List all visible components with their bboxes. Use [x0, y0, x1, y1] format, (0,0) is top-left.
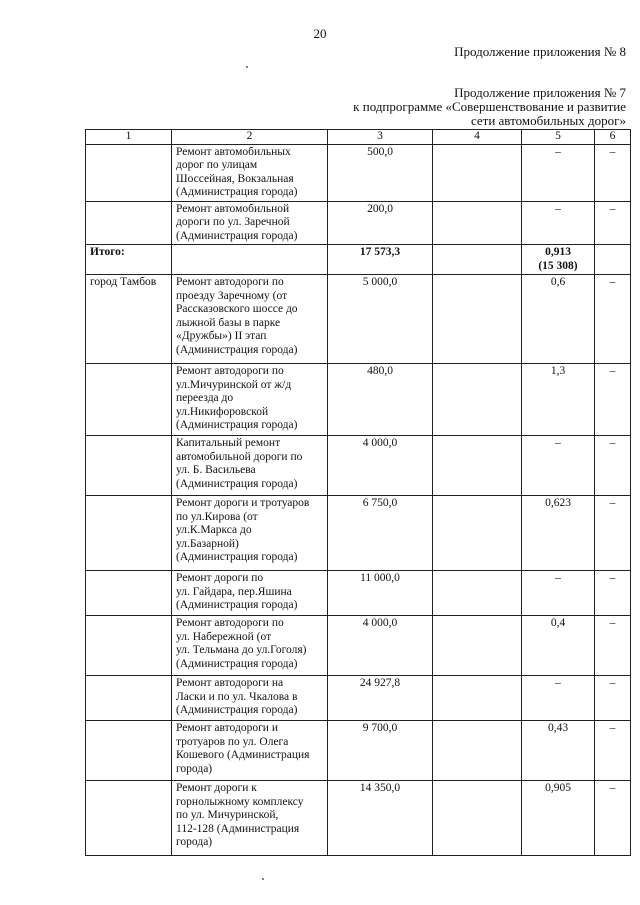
description-line: лыжной базы в парке — [176, 316, 281, 329]
description-line: горнолыжному комплексу — [176, 795, 304, 808]
table-row — [86, 496, 631, 571]
column-4-cell — [433, 616, 522, 676]
column-4-cell — [433, 245, 522, 275]
length-cell: 0,43 — [522, 721, 595, 781]
description-line: тротуаров по ул. Олега — [176, 735, 289, 748]
description-line: (Администрация города) — [176, 229, 298, 242]
length-line: (15 308) — [538, 259, 578, 272]
column-header: 3 — [328, 130, 433, 145]
description-line: Шоссейная, Вокзальная — [176, 172, 294, 185]
description-line: Ремонт автодороги по — [176, 365, 284, 377]
description-line: проезду Заречному (от — [176, 289, 288, 302]
table-row — [86, 571, 631, 616]
description-line: ул.Мичуринской от ж/д — [176, 378, 292, 391]
description-line: Ремонт автодороги по — [176, 617, 284, 629]
column-4-cell — [433, 721, 522, 781]
column-header: 2 — [172, 130, 328, 145]
description-line: (Администрация города) — [176, 657, 298, 670]
column-6-cell — [595, 245, 631, 275]
length-cell: – — [522, 436, 595, 496]
appendix-7-line: Продолжение приложения № 7 — [454, 85, 626, 100]
column-header: 6 — [595, 130, 631, 145]
amount-cell: 6 750,0 — [328, 496, 433, 571]
amount-cell: 17 573,3 — [328, 245, 433, 275]
table-row — [86, 364, 631, 436]
length-line: 0,913 — [545, 246, 571, 258]
description-line: Ремонт автодороги по — [176, 276, 284, 288]
description-line: (Администрация города) — [176, 704, 298, 716]
municipality-cell — [86, 496, 172, 571]
scan-speck — [262, 878, 264, 880]
page-number: 20 — [313, 26, 327, 41]
length-cell: 0,623 — [522, 496, 595, 571]
column-6-cell: – — [595, 676, 631, 721]
length-cell: – — [522, 144, 595, 201]
municipality-cell — [86, 571, 172, 616]
length-cell: – — [522, 571, 595, 616]
description-line: ул.К.Маркса до — [176, 524, 252, 536]
column-6-cell: – — [595, 275, 631, 364]
description-line: (Администрация города) — [176, 551, 298, 563]
municipality-cell — [86, 436, 172, 496]
table-row — [86, 275, 631, 364]
description-line: (Администрация города) — [176, 343, 298, 356]
column-4-cell — [433, 436, 522, 496]
description-line: ул. Тельмана до ул.Гоголя) — [176, 644, 307, 656]
description-line: города) — [176, 836, 213, 848]
description-line: Ласки и по ул. Чкалова в — [176, 690, 298, 703]
table-row — [86, 201, 631, 245]
description-line: Ремонт автодороги на — [176, 677, 284, 689]
description-line: Ремонт дороги к — [176, 782, 257, 794]
description-line: дороги по ул. Заречной — [176, 216, 290, 228]
length-cell: – — [522, 676, 595, 721]
municipality-cell — [86, 721, 172, 781]
amount-cell: 5 000,0 — [328, 275, 433, 364]
project-description-cell — [172, 571, 328, 616]
column-6-cell: – — [595, 781, 631, 856]
description-line: Ремонт автомобильных — [176, 145, 291, 158]
appendix-7-line: к подпрограмме «Совершенствование и развитие — [353, 99, 626, 114]
length-cell: – — [522, 201, 595, 245]
column-6-cell: – — [595, 496, 631, 571]
description-line: ул. Набережной (от — [176, 630, 272, 643]
length-cell — [522, 245, 595, 275]
amount-cell: 200,0 — [328, 201, 433, 245]
column-6-cell: – — [595, 144, 631, 201]
appendix-8-caption: Продолжение приложения № 8 — [454, 44, 626, 59]
description-line: Ремонт автодороги и — [176, 722, 278, 734]
amount-cell: 9 700,0 — [328, 721, 433, 781]
project-description-cell — [172, 201, 328, 245]
column-header: 1 — [86, 130, 172, 145]
description-line: Ремонт дороги и тротуаров — [176, 497, 310, 509]
length-cell: 0,4 — [522, 616, 595, 676]
project-description-cell — [172, 721, 328, 781]
roads-table — [85, 129, 631, 856]
appendix-7-caption — [353, 86, 626, 128]
municipality-cell — [86, 364, 172, 436]
project-description-cell — [172, 364, 328, 436]
length-cell: 0,905 — [522, 781, 595, 856]
municipality-cell — [86, 201, 172, 245]
description-line: ул. Гайдара, пер.Яшина — [176, 585, 292, 598]
description-line: по ул. Мичуринской, — [176, 809, 279, 821]
column-6-cell: – — [595, 571, 631, 616]
column-4-cell — [433, 201, 522, 245]
length-cell: 0,6 — [522, 275, 595, 364]
column-4-cell — [433, 676, 522, 721]
amount-cell: 4 000,0 — [328, 436, 433, 496]
municipality-cell: город Тамбов — [86, 275, 172, 364]
project-description-cell — [172, 275, 328, 364]
description-line: Капитальный ремонт — [176, 437, 281, 449]
amount-cell: 24 927,8 — [328, 676, 433, 721]
table-row — [86, 616, 631, 676]
column-4-cell — [433, 781, 522, 856]
municipality-cell: Итого: — [86, 245, 172, 275]
municipality-cell — [86, 676, 172, 721]
municipality-cell — [86, 616, 172, 676]
description-line: 112-128 (Администрация — [176, 822, 300, 835]
column-6-cell: – — [595, 616, 631, 676]
amount-cell: 11 000,0 — [328, 571, 433, 616]
description-line: переезда до — [176, 392, 234, 404]
column-header: 4 — [433, 130, 522, 145]
appendix-7-line: сети автомобильных дорог» — [470, 113, 626, 128]
column-4-cell — [433, 144, 522, 201]
table-row — [86, 245, 631, 275]
column-4-cell — [433, 496, 522, 571]
column-6-cell: – — [595, 364, 631, 436]
description-line: Рассказовского шоссе до — [176, 303, 298, 315]
description-line: города) — [176, 762, 213, 775]
description-line: (Администрация города) — [176, 186, 298, 198]
description-line: Кошевого (Администрация — [176, 749, 310, 761]
description-line: ул.Никифоровской — [176, 405, 269, 418]
project-description-cell — [172, 144, 328, 201]
project-description-cell — [172, 245, 328, 275]
column-4-cell — [433, 571, 522, 616]
scan-speck — [246, 66, 248, 68]
table-row — [86, 436, 631, 496]
amount-cell: 14 350,0 — [328, 781, 433, 856]
amount-cell: 500,0 — [328, 144, 433, 201]
description-line: Ремонт дороги по — [176, 572, 264, 584]
table-row — [86, 144, 631, 201]
amount-cell: 480,0 — [328, 364, 433, 436]
table-row — [86, 781, 631, 856]
column-4-cell — [433, 364, 522, 436]
municipality-cell — [86, 781, 172, 856]
description-line: по ул.Кирова (от — [176, 510, 258, 523]
project-description-cell — [172, 436, 328, 496]
column-6-cell: – — [595, 436, 631, 496]
description-line: ул. Б. Васильева — [176, 464, 256, 476]
column-header: 5 — [522, 130, 595, 145]
length-cell: 1,3 — [522, 364, 595, 436]
municipality-cell — [86, 144, 172, 201]
description-line: ул.Базарной) — [176, 537, 239, 550]
table-row — [86, 676, 631, 721]
project-description-cell — [172, 496, 328, 571]
project-description-cell — [172, 616, 328, 676]
table-header-row — [86, 130, 631, 145]
table-body — [86, 144, 631, 856]
table-row — [86, 721, 631, 781]
column-6-cell: – — [595, 721, 631, 781]
description-line: автомобильной дороги по — [176, 450, 303, 463]
description-line: (Администрация города) — [176, 599, 298, 611]
description-line: Ремонт автомобильной — [176, 202, 290, 215]
description-line: «Дружбы») II этап — [176, 330, 267, 342]
description-line: (Администрация города) — [176, 477, 298, 490]
column-6-cell: – — [595, 201, 631, 245]
project-description-cell — [172, 781, 328, 856]
project-description-cell — [172, 676, 328, 721]
description-line: дорог по улицам — [176, 159, 258, 171]
amount-cell: 4 000,0 — [328, 616, 433, 676]
column-4-cell — [433, 275, 522, 364]
description-line: (Администрация города) — [176, 419, 298, 431]
